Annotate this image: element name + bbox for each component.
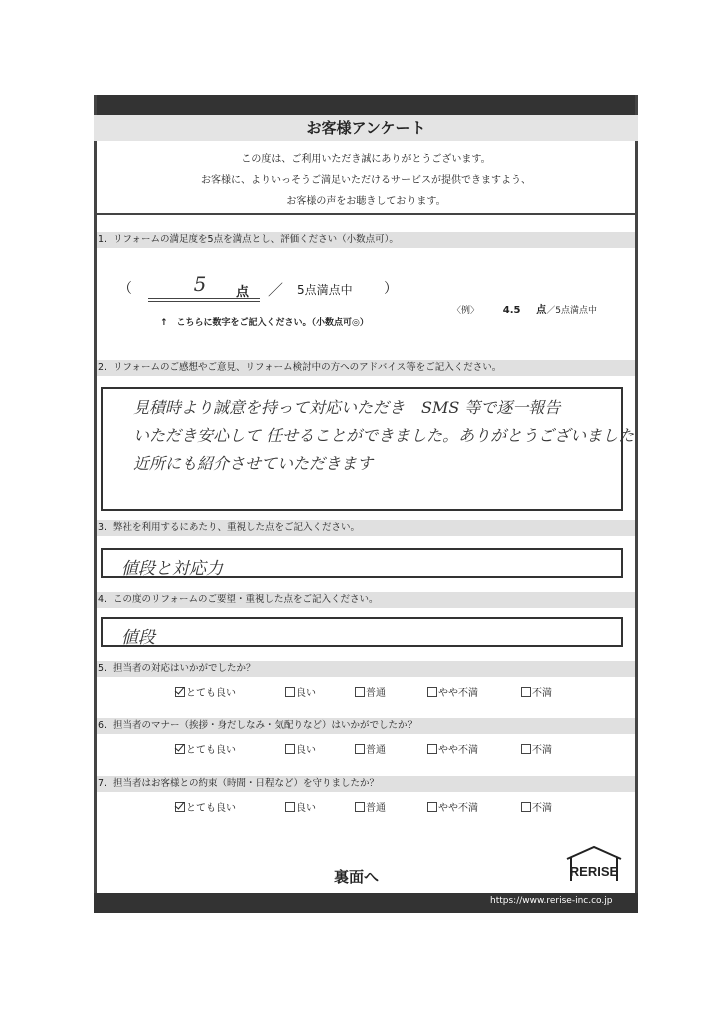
q6-label: 担当者のマナー（挨拶・身だしなみ・気配りなど）はいかがでしたか？	[113, 720, 418, 731]
right-border	[635, 95, 638, 913]
q2-answer-line: いただき安心して 任せることができました。ありがとうございました	[133, 426, 635, 445]
q7-option[interactable]: 普通	[355, 799, 386, 814]
checkbox-checked-icon[interactable]	[175, 744, 185, 754]
checkbox-icon[interactable]	[427, 687, 437, 697]
back-side-link[interactable]: 裏面へ	[334, 868, 380, 886]
q6-option[interactable]: とても良い	[175, 741, 236, 756]
q5-option[interactable]: 普通	[355, 684, 386, 699]
q3-label: 弊社を利用するにあたり、重視した点をご記入ください。	[113, 522, 361, 533]
q1-score-input[interactable]: 5	[193, 272, 207, 296]
q7-option[interactable]: 良い	[285, 799, 316, 814]
top-bar	[94, 95, 638, 115]
q4-header	[97, 592, 635, 608]
q1-header	[97, 232, 635, 248]
q4-answer: 値段	[121, 628, 155, 648]
q1-example	[452, 301, 597, 316]
q2-answer-line: 近所にも紹介させていただきます	[133, 454, 374, 473]
q5-header	[97, 661, 635, 677]
page-title: お客様アンケート	[94, 115, 638, 141]
q1-label: リフォームの満足度を5点を満点とし、評価ください（小数点可）。	[113, 234, 399, 245]
q7-header	[97, 776, 635, 792]
q6-header	[97, 718, 635, 734]
q6-option[interactable]: 良い	[285, 741, 316, 756]
q5-label: 担当者の対応はいかがでしたか？	[113, 663, 256, 674]
logo-text: RERISE	[569, 864, 619, 879]
q7-option[interactable]: とても良い	[175, 799, 236, 814]
q3-answer: 値段と対応力	[121, 559, 223, 579]
q1-slash: ／	[268, 281, 284, 299]
q2-answer-box[interactable]	[101, 387, 635, 511]
checkbox-checked-icon[interactable]	[175, 687, 185, 697]
company-url: https://www.rerise-inc.co.jp	[490, 896, 613, 906]
q1-unit: 点	[236, 285, 250, 300]
q2-number: 2.	[98, 362, 108, 373]
checkbox-icon[interactable]	[355, 687, 365, 697]
q6-option[interactable]: 普通	[355, 741, 386, 756]
q3-number: 3.	[98, 522, 108, 533]
q7-option[interactable]: やや不満	[427, 799, 478, 814]
q3-header	[97, 520, 635, 536]
q5-option[interactable]: とても良い	[175, 684, 236, 699]
q4-number: 4.	[98, 594, 108, 605]
intro-line: お客様に、よりいっそうご満足いただけるサービスが提供できますよう、	[201, 175, 531, 186]
q1-paren-close: ）	[384, 281, 398, 297]
q7-label: 担当者はお客様との約束（時間・日程など）を守りましたか？	[113, 778, 380, 789]
intro-line: この度は、ご利用いただき誠にありがとうございます。	[241, 154, 491, 165]
checkbox-icon[interactable]	[285, 744, 295, 754]
q5-number: 5.	[98, 663, 108, 674]
q1-paren-open: （	[118, 281, 132, 297]
checkbox-checked-icon[interactable]	[175, 802, 185, 812]
q2-label: リフォームのご感想やご意見、リフォーム検討中の方へのアドバイス等をご記入ください。	[113, 362, 502, 373]
intro-text	[94, 149, 638, 212]
checkbox-icon[interactable]	[355, 802, 365, 812]
q6-option[interactable]: やや不満	[427, 741, 478, 756]
checkbox-icon[interactable]	[285, 802, 295, 812]
example-unit: 点	[536, 305, 547, 316]
q4-answer-box[interactable]	[101, 617, 623, 647]
checkbox-icon[interactable]	[521, 687, 531, 697]
rerise-logo	[563, 845, 625, 883]
q3-answer-box[interactable]	[101, 548, 623, 578]
example-value: 4.5	[502, 305, 521, 316]
q1-number: 1.	[98, 234, 108, 245]
checkbox-icon[interactable]	[521, 744, 531, 754]
example-max: ／5点満点中	[546, 306, 597, 316]
q1-score-underline	[148, 301, 260, 302]
example-label: 〈例〉	[452, 306, 480, 316]
checkbox-icon[interactable]	[285, 687, 295, 697]
q2-answer-line: 見積時より誠意を持って対応いただき SMS 等で逐一報告	[133, 398, 561, 417]
q4-label: この度のリフォームのご要望・重視した点をご記入ください。	[113, 594, 379, 605]
q2-header	[97, 360, 635, 376]
checkbox-icon[interactable]	[355, 744, 365, 754]
header	[94, 115, 638, 215]
q1-hint: ↑ こちらに数字をご記入ください。（小数点可◎）	[160, 318, 369, 328]
q7-option[interactable]: 不満	[521, 799, 552, 814]
q6-number: 6.	[98, 720, 108, 731]
q6-option[interactable]: 不満	[521, 741, 552, 756]
intro-line: お客様の声をお聴きしております。	[286, 196, 446, 207]
q1-max: 5点満点中	[297, 283, 353, 297]
checkbox-icon[interactable]	[427, 802, 437, 812]
q7-number: 7.	[98, 778, 108, 789]
q5-option[interactable]: 不満	[521, 684, 552, 699]
checkbox-icon[interactable]	[521, 802, 531, 812]
q5-option[interactable]: 良い	[285, 684, 316, 699]
checkbox-icon[interactable]	[427, 744, 437, 754]
q5-option[interactable]: やや不満	[427, 684, 478, 699]
